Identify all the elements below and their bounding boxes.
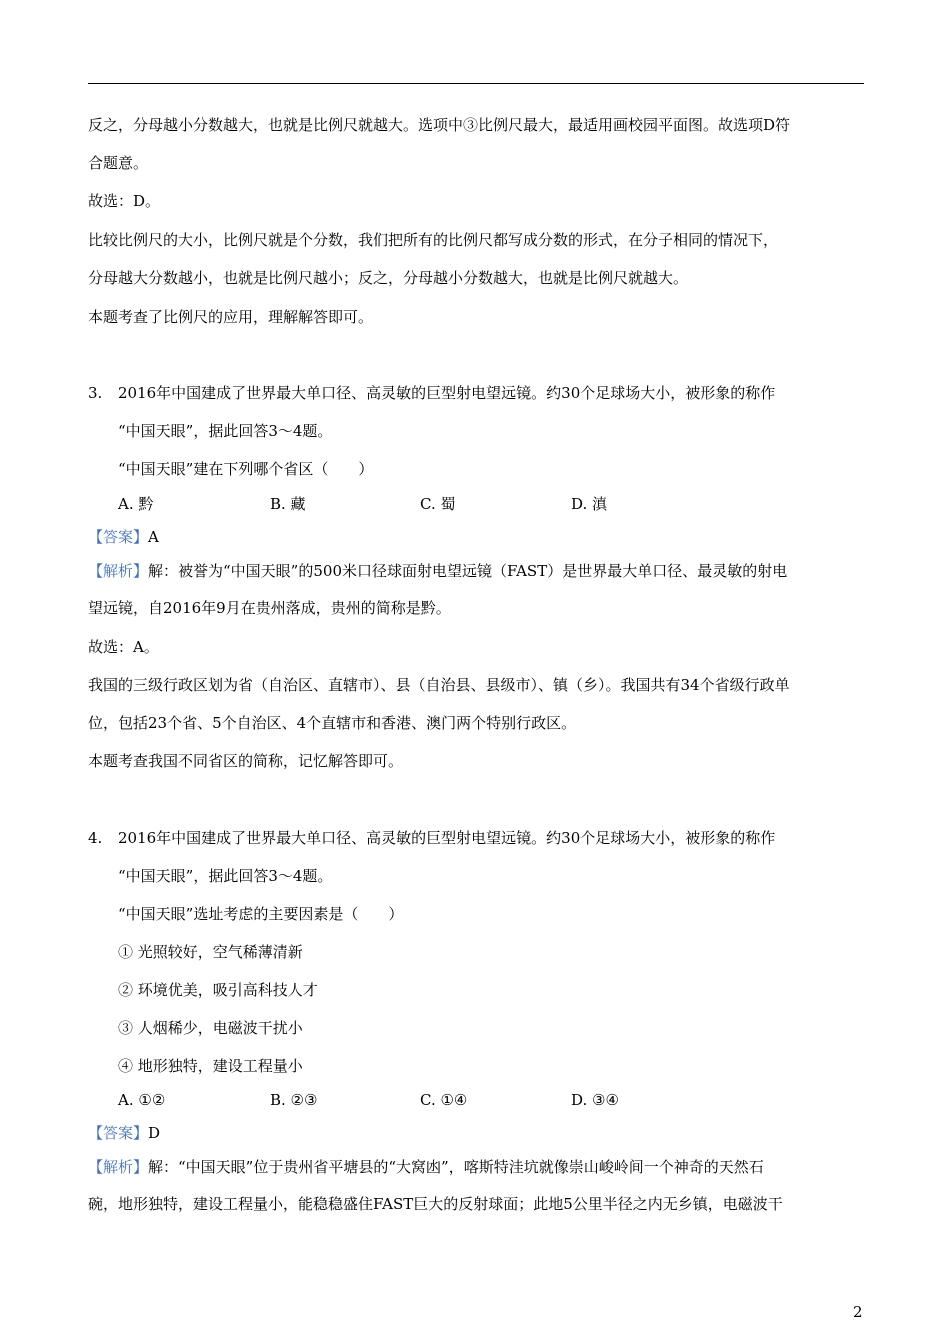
prev-line-3: 故选：D。 xyxy=(88,192,161,210)
q3-answer-value: A xyxy=(148,528,159,546)
q4-item-2: ② 环境优美，吸引高科技人才 xyxy=(118,981,318,999)
q4-option-b: B. ②③ xyxy=(270,1091,318,1109)
q4-answer-tag: 【答案】 xyxy=(88,1124,149,1142)
q3-analysis-line1 xyxy=(88,561,787,581)
q3-note-line2: 位，包括23个省、5个自治区、4个直辖市和香港、澳门两个特别行政区。 xyxy=(88,714,577,732)
q3-stem-line2: “中国天眼”，据此回答3～4题。 xyxy=(118,422,333,440)
q3-stem-line1: 2016年中国建成了世界最大单口径、高灵敏的巨型射电望远镜。约30个足球场大小，被形象的称作 xyxy=(118,384,776,402)
q3-note-line1: 我国的三级行政区划为省（自治区、直辖市）、县（自治县、县级市）、镇（乡）。我国共有34个省级行政单 xyxy=(88,676,790,694)
q3-answer-tag: 【答案】 xyxy=(88,528,149,546)
page-number: 2 xyxy=(853,1303,863,1321)
q3-analysis-text: 解：被誉为“中国天眼”的500米口径球面射电望远镜（FAST）是世界最大单口径、最灵敏的射电 xyxy=(148,562,788,580)
q3-choose: 故选：A。 xyxy=(88,638,159,656)
q4-answer xyxy=(88,1123,160,1143)
q4-number: 4. xyxy=(88,829,103,847)
q4-answer-value: D xyxy=(148,1124,161,1142)
q3-summary: 本题考查我国不同省区的简称，记忆解答即可。 xyxy=(88,752,404,770)
q4-analysis-line1 xyxy=(88,1157,764,1177)
q4-question: “中国天眼”选址考虑的主要因素是（ ） xyxy=(118,905,404,923)
q3-option-c: C. 蜀 xyxy=(420,495,456,513)
q3-analysis-line2: 望远镜，自2016年9月在贵州落成，贵州的简称是黔。 xyxy=(88,599,451,617)
q4-option-c: C. ①④ xyxy=(420,1091,468,1109)
prev-line-2: 合题意。 xyxy=(88,154,149,172)
q4-option-a: A. ①② xyxy=(118,1091,166,1109)
prev-line-4: 比较比例尺的大小，比例尺就是个分数，我们把所有的比例尺都写成分数的形式，在分子相同的情况下， xyxy=(88,231,779,249)
q3-analysis-tag: 【解析】 xyxy=(88,562,149,580)
prev-line-5: 分母越大分数越小，也就是比例尺越小；反之，分母越小分数越大，也就是比例尺就越大。 xyxy=(88,269,689,287)
q4-item-3: ③ 人烟稀少，电磁波干扰小 xyxy=(118,1019,303,1037)
header-rule xyxy=(88,83,864,84)
q4-analysis-line2: 碗，地形独特，建设工程量小，能稳稳盛住FAST巨大的反射球面；此地5公里半径之内无乡镇，电磁波干 xyxy=(88,1195,783,1213)
q3-option-a: A. 黔 xyxy=(118,495,154,513)
q3-option-b: B. 藏 xyxy=(270,495,306,513)
q3-answer xyxy=(88,527,159,547)
q4-stem-line2: “中国天眼”，据此回答3～4题。 xyxy=(118,867,333,885)
q4-stem-line1: 2016年中国建成了世界最大单口径、高灵敏的巨型射电望远镜。约30个足球场大小，被形象的称作 xyxy=(118,829,776,847)
q4-analysis-tag: 【解析】 xyxy=(88,1158,149,1176)
q3-option-d: D. 滇 xyxy=(571,495,608,513)
q4-analysis-text: 解：“中国天眼”位于贵州省平塘县的“大窝凼”，喀斯特洼坑就像崇山峻岭间一个神奇的天然石 xyxy=(148,1158,764,1176)
prev-line-6: 本题考查了比例尺的应用，理解解答即可。 xyxy=(88,308,374,326)
prev-line-1: 反之，分母越小分数越大，也就是比例尺就越大。选项中③比例尺最大，最适用画校园平面图。故选项D符 xyxy=(88,116,791,134)
q3-question: “中国天眼”建在下列哪个省区（ ） xyxy=(118,460,374,478)
q4-item-1: ① 光照较好，空气稀薄清新 xyxy=(118,943,303,961)
q4-option-d: D. ③④ xyxy=(571,1091,619,1109)
q3-number: 3. xyxy=(88,384,103,402)
q4-item-4: ④ 地形独特，建设工程量小 xyxy=(118,1057,303,1075)
